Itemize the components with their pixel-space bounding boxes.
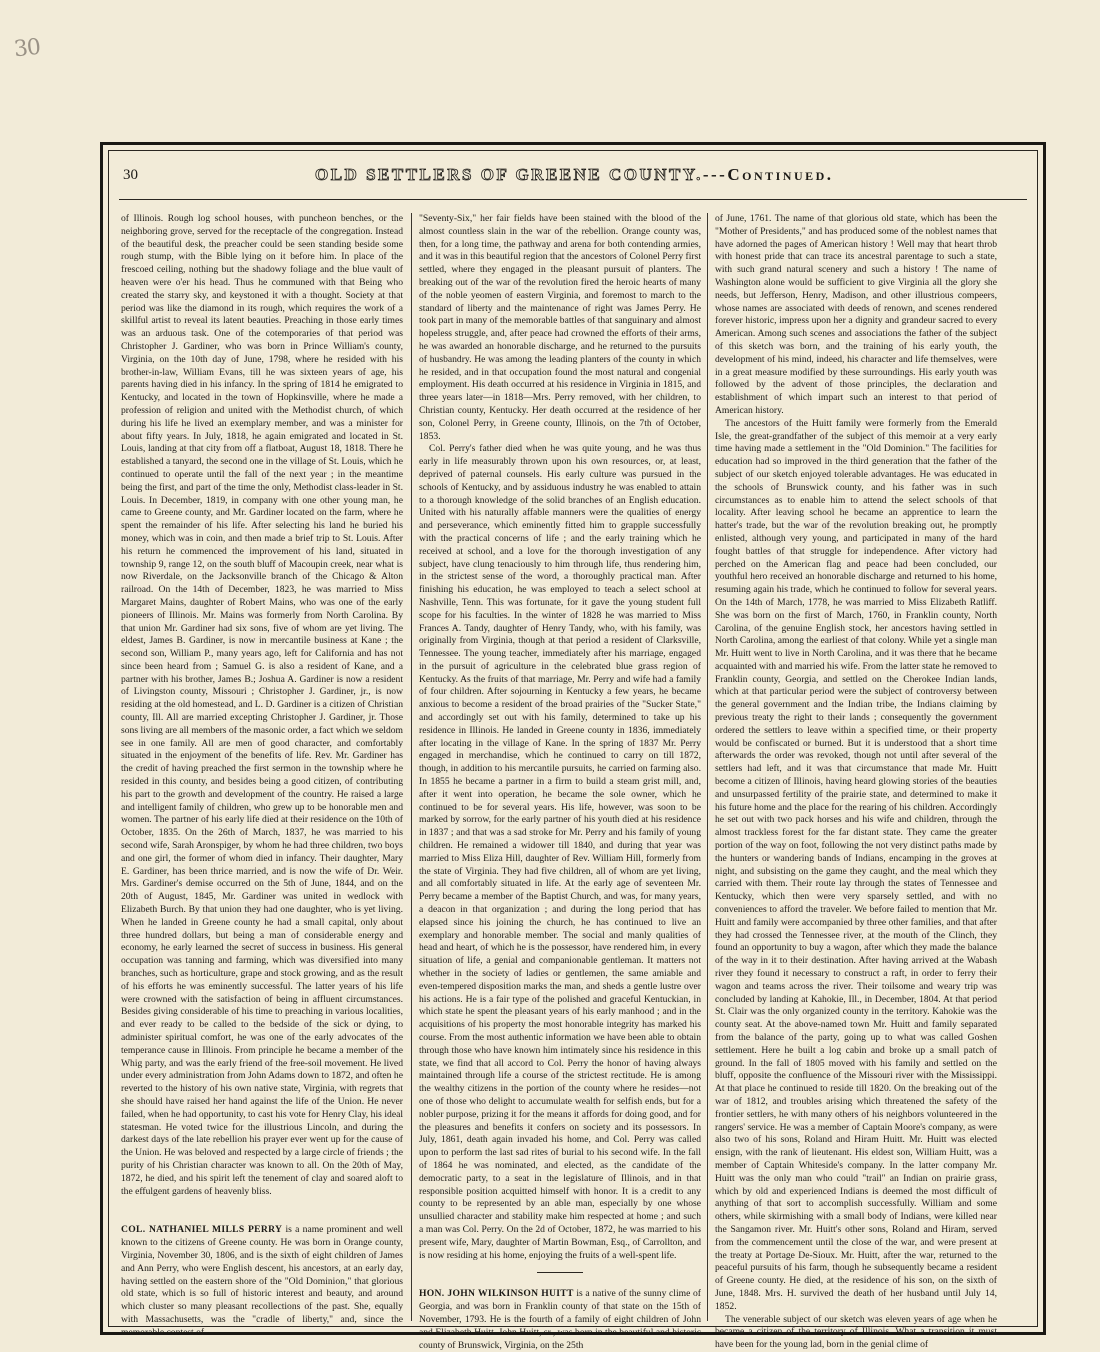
paragraph-gardiner: of Illinois. Rough log school houses, with puncheon benches, or the neighboring grove, served for the receptacle of the congregation. Instead of the beautiful desk, the preacher could be seen standing beside some rough stump, with the Bible lying on it before him. In place of the frescoed ceiling, nothing but the shadowy foliage and the blue vault of heaven were o'er his head. Thus he communed with that Being who created the starry sky, and keystoned it with a thought. Society at that period was like the diamond in its rough, which requires the work of a skillful artist to reveal its latent beauties. Preaching in those early times was an arduous task. One of the cotemporaries of that period was Christopher J. Gardiner, who was born in Prince William's county, Virginia, on the 10th day of June, 1798, where he resided with his brother-in-law, William Evans, till he was sixteen years of age, his parents having died in his infancy. In the spring of 1814 he emigrated to Kentucky, and located in the town of Hopkinsville, where he made a profession of religion and united with the Methodist church, of which during his life he lived an exemplary member, and was a minister for about fifty years. In July, 1818, he again emigrated and located in St. Louis, landing at that city from off a flatboat, August 18, 1818. There he established a tanyard, the second one in the village of St. Louis, which he continued to operate until the fall of the next year ; in the meantime being the first, and part of the time the only, Methodist class-leader in St. Louis. In December, 1819, in company with one other young man, he came to Greene county, and Mr. Gardiner located on the farm, where he spent the remainder of his life. After selecting his land he buried his money, which was in coin, and then made a brief trip to St. Louis. After his return he commenced the improvement of his land, situated in township 9, range 12, on the south bluff of Macoupin creek, near what is now Riverdale, on the Jacksonville branch of the Chicago & Alton railroad. On the 14th of December, 1823, he was married to Miss Margaret Mains, daughter of Robert Mains, who was one of the early pioneers of Illinois. Mr. Mains was formerly from North Carolina. By that union Mr. Gardiner had six sons, five of whom are yet living. The eldest, James B. Gardiner, is now in mercantile business at Kane ; the second son, William P., many years ago, left for California and has not since been heard from ; Samuel G. is also a resident of Kane, and a partner with his brother, James B.; Joshua A. Gardiner is now a resident of Livingston county, Missouri ; Christopher J. Gardiner, jr., is now residing at the old homestead, and L. D. Gardiner is a citizen of Christian county, Ill. All are married excepting Christopher J. Gardiner, jr. Those sons living are all members of the masonic order, a fact which we seldom see in one family. All are men of good character, and comfortably situated in the enjoyment of the benefits of life. Rev. Mr. Gardiner has the credit of having preached the first sermon in the township where he resided in this county, and besides being a good citizen, of contributing his part to the growth and development of the country. He raised a large and intelligent family of children, who grew up to be honorable men and women. The partner of his early life died at their residence on the 10th of October, 1835. On the 26th of March, 1837, he was married to his second wife, Sarah Aronspiger, by whom he had three children, two boys and one girl, the former of whom died in infancy. Their daughter, Mary E. Gardiner, has been thrice married, and is now the wife of Dr. Weir. Mrs. Gardiner's demise occurred on the 5th of June, 1844, and on the 20th of August, 1845, Mr. Gardiner was united in wedlock with Elizabeth Burch. By that union they had one daughter, who is yet living. When he landed in Greene county he had a small capital, only about three hundred dollars, but being a man of considerable energy and economy, he early learned the secret of success in business. His general occupation was tanning and farming, which was diversified into many branches, such as horticulture, grape and stock growing, and as the result of his efforts he was eminently successful. The latter years of his life were crowned with the satisfaction of being in affluent circumstances. Besides giving considerable of his time to preaching in various localities, and ever ready to be called to the bedside of the sick or dying, to administer spiritual comfort, he was one of the early advocates of the temperance cause in Illinois. From principle he became a member of the Whig party, and was the early friend of the free-soil movement. He lived under every administration from John Adams down to 1872, and often he reverted to the history of his own native state, Virginia, with regrets that she should have raised her hand against the life of the Union. He never failed, when he had opportunity, to cast his vote for Henry Clay, his ideal statesman. He voted twice for the illustrious Lincoln, and during the darkest days of the late rebellion his prayer ever went up for the cause of the Union. He was beloved and respected by a large circle of friends ; the purity of his Christian character was known to all. On the 20th of May, 1872, he died, and his spirit left the tenement of clay and soared aloft to the effulgent gardens of heavenly bliss. xyxy=(121,213,404,1197)
page-frame xyxy=(100,142,1046,1351)
page-number: 30 xyxy=(123,167,138,183)
header-rule xyxy=(119,199,1027,200)
column-divider xyxy=(411,213,412,1321)
margin-pencil-note: 30 xyxy=(12,34,42,63)
section-gap xyxy=(419,1262,701,1288)
section-heading-huitt: HON. JOHN WILKINSON HUITT xyxy=(419,1288,574,1300)
paragraph-huitt-ancestors: The ancestors of the Huitt family were formerly from the Emerald Isle, the great-grandfather of the subject of this memoir at a very early time having made a settlement in the "Old Dominion." The facilities for education had so improved in the third generation that the father of the subject of our sketch enjoyed tolerable advantages. He was educated in the schools of Brunswick county, and his father was in such circumstances as to enable him to attend the select schools of that locality. After leaving school he became an apprentice to learn the hatter's trade, but the war of the revolution breaking out, he promptly enlisted, although very young, and participated in many of the hard fought battles of that struggle for independence. After victory had perched on the American flag and peace had been concluded, our youthful hero received an honorable discharge and returned to his home, resuming again his trade, which he continued to follow for several years. On the 14th of March, 1778, he was married to Miss Elizabeth Ratliff. She was born on the first of March, 1760, in Franklin county, North Carolina, of the genuine English stock, her ancestors having settled in North Carolina, among the earliest of that colony. While yet a single man Mr. Huitt went to live in North Carolina, and it was there that he became acquainted with and married his wife. From the latter state he removed to Franklin county, Georgia, and settled on the Cherokee Indian lands, which at that particular period were the subject of controversy between the general government and the Indian tribe, the Indians claiming by previous treaty the right to their lands ; consequently the government ordered the settlers to leave within a specified time, or their property would be confiscated or burned. But it is understood that a short time afterwards the order was revoked, though not until after several of the settlers had left, and it was that circumstance that made Mr. Huitt become a citizen of Illinois, having heard glowing stories of the beauties and unsurpassed fertility of the prairie state, and determined to make it his future home and the place for the rearing of his children. Accordingly he set out with two pack horses and his wife and children, through the almost trackless forest for the far distant state. They came the greater portion of the way on foot, following the not very distinct paths made by the hunters or wandering bands of Indians, encamping in the groves at night, and subsisting on the game they caught, and the meal which they carried with them. Their route lay through the states of Tennessee and Kentucky, which then were very sparsely settled, and with no conveniences to afford the traveler. We before failed to mention that Mr. Huitt and family were accompanied by three other families, and that after they had crossed the Tennessee river, at the mouth of the Clinch, they found an opportunity to buy a wagon, after which they made the balance of the way in it to their destination. After having arrived at the Wabash river they found it necessary to construct a raft, in order to ferry their wagon and teams across the river. Their toilsome and weary trip was concluded by landing at Kahokie, Ill., in December, 1804. At that period St. Clair was the only organized county in the territory. Kahokie was the county seat. At the above-named town Mr. Huitt and family separated from the balance of the party, going up to what was called Goshen settlement. Here he built a log cabin and broke up a small patch of ground. In the fall of 1805 moved with his family and settled on the bluff, opposite the confluence of the Missouri river with the Mississippi. At that place he continued to reside till 1820. On the breaking out of the war of 1812, and troubles arising which threatened the safety of the frontier settlers, he with many others of his neighbors volunteered in the rangers' service. He was a member of Captain Moore's company, as were also two of his sons, Roland and Hiram Huitt. Mr. Huitt was elected ensign, with the rank of lieutenant. His eldest son, William Huitt, was a member of Captain Whiteside's company. In the latter company Mr. Huitt was the only man who could "trail" an Indian on prairie grass, which by old and experienced Indians is deemed the most difficult of anything of that sort to accomplish successfully. William and some others, while skirmishing with a small body of Indians, were killed near the Sangamon river. Mr. Huitt's other sons, Roland and Hiram, served from the commencement until the close of the war, and were present at the treaty at Portage De-Sioux. Mr. Huitt, after the war, returned to the peaceful pursuits of his farm, though he subsequently became a resident of Greene county. He died, at the residence of his son, on the sixth of June, 1848. Mrs. H. survived the death of her husband until July 14, 1852. xyxy=(715,417,997,1312)
text-column-3 xyxy=(715,213,997,1351)
paragraph-huitt-intro xyxy=(419,1288,701,1352)
text-column-1 xyxy=(121,213,404,1338)
paragraph-huitt-youth: The venerable subject of our sketch was eleven years of age when he became a citizen of the territory of Illinois. What a transition it must have been for the young lad, born in the genial clime of xyxy=(715,1313,997,1351)
page-frame-inner xyxy=(108,150,1038,1351)
page-title-main: OLD SETTLERS OF GREENE COUNTY. xyxy=(315,165,703,184)
section-heading-perry: COL. NATHANIEL MILLS PERRY xyxy=(121,1224,283,1236)
section-separator-dash xyxy=(537,1272,583,1273)
paragraph-virginia: of June, 1761. The name of that glorious old state, which has been the "Mother of Presidents," and has produced some of the noblest names that have adorned the pages of American history ! Well may that heart throb with honest pride that can trace its ancestral parentage to such a state, with such grand natural scenery and such a history ! The name of Washington alone would be sufficient to give Virginia all the glory she needs, but Jefferson, Henry, Madison, and other illustrious compeers, whose names are associated with deeds of renown, and scenes rendered forever historic, impress upon her a dignity and grandeur sacred to every American. Among such scenes and associations the father of the subject of this sketch was born, and the training of his early youth, the development of his mind, indeed, his character and life themselves, were in a great measure modified by these surroundings. His early youth was followed by the advent of those principles, the declaration and establishment of which impart such an interest to that period of American history. xyxy=(715,213,997,416)
paragraph-perry-life: Col. Perry's father died when he was quite young, and he was thus early in life measurably thrown upon his own resources, or, at least, deprived of paternal counsels. His early culture was pursued in the schools of Kentucky, and by assiduous industry he was enabled to attain to a thorough knowledge of the solid branches of an English education. United with his naturally affable manners were the qualities of energy and perseverance, which eminently fitted him to grapple successfully with the practical concerns of life ; and the early training which he received at school, and a love for the thorough investigation of any subject, have clung tenaciously to him through life, thus rendering him, in the strictest sense of the word, a thoroughly practical man. After finishing his education, he was employed to teach a select school at Nashville, Tenn. This was fortunate, for it gave the young student full scope for his faculties. In the winter of 1828 he was married to Miss Frances A. Tandy, daughter of Henry Tandy, who, with his family, was originally from Virginia, though at that period a resident of Clarksville, Tennessee. The young teacher, immediately after his marriage, engaged in the pursuit of agriculture in the celebrated blue grass region of Kentucky. As the fruits of that marriage, Mr. Perry and wife had a family of four children. After sojourning in Kentucky a few years, he became anxious to become a resident of the broad prairies of the "Sucker State," and accordingly set out with his family, determined to take up his residence in Illinois. He landed in Greene county in 1836, immediately after locating in the village of Kane. In the spring of 1837 Mr. Perry engaged in merchandise, which he continued to carry on till 1872, though, in addition to his mercantile pursuits, he carried on farming also. In 1855 he became a partner in a firm to build a steam grist mill, and, after it went into operation, he became the sole owner, which he continued to be for several years. His life, however, was soon to be marked by sorrow, for the early partner of his youth died at his residence in 1837 ; and that was a sad stroke for Mr. Perry and his family of young children. He remained a widower till 1840, and during that year was married to Miss Eliza Hill, daughter of Rev. William Hill, formerly from the state of Virginia. They had five children, all of whom are yet living, and all comfortably situated in life. At the early age of seventeen Mr. Perry became a member of the Baptist Church, and was, for many years, a deacon in that organization ; and during the long period that has elapsed since his joining the church, he has continued to live an exemplary and honorable member. The social and manly qualities of head and heart, of which he is the possessor, have rendered him, in every situation of life, a genial and companionable gentleman. It matters not whether in the society of ladies or gentlemen, the same amiable and even-tempered disposition marks the man, and sheds a gentle lustre over his actions. He is a fair type of the polished and graceful Kentuckian, in which state he spent the pleasant years of his early manhood ; and in the acquisitions of his property the most honorable integrity has marked his course. From the most authentic information we have been able to obtain through those who have known him intimately since his residence in this state, we find that all accord to Col. Perry the honor of having always maintained through life a course of the strictest rectitude. He is among the wealthy citizens in the portion of the county where he resides—not one of those who delight to accumulate wealth for selfish ends, but for a nobler purpose, prizing it for the means it affords for doing good, and for the pleasures and benefits it confers on society and its possessors. In July, 1861, death again invaded his home, and Col. Perry was called upon to perform the last sad rites of burial to his second wife. In the fall of 1864 he was nominated, and elected, as the candidate of the democratic party, to a seat in the legislature of Illinois, and in that responsible position acquitted himself with honor. It is a credit to any county to be represented by an able man, especially by one whose unsullied character and stability make him respected at home ; and such a man was Col. Perry. On the 2d of October, 1872, he was married to his present wife, Mary, daughter of Martin Bowman, Esq., of Carrollton, and is now residing at his home, enjoying the fruits of a well-spent life. xyxy=(419,443,701,1261)
paragraph-perry-ancestry: "Seventy-Six," her fair fields have been stained with the blood of the almost countless slain in the war of the rebellion. Orange county was, then, for a long time, the pathway and arena for both contending armies, and it was in this beautiful region that the ancestors of Colonel Perry first settled, where they engaged in the pleasant pursuit of planters. The breaking out of the war of the revolution fired the heroic hearts of many of the noble yeomen of eastern Virginia, and foremost to march to the standard of liberty and the maintenance of right was James Perry. He took part in many of the memorable battles of that sanguinary and almost hopeless struggle, and, after peace had crowned the efforts of their arms, he was awarded an honorable discharge, and he returned to the pursuits of husbandry. He was among the leading planters of the county in which he resided, and in that occupation found the most natural and congenial employment. His death occurred at his residence in Virginia in 1815, and three years later—in 1818—Mrs. Perry removed, with her children, to Christian county, Kentucky. Her death occurred at the residence of her son, Colonel Perry, in Greene county, Illinois, on the 7th of October, 1853. xyxy=(419,213,701,442)
page-title xyxy=(315,165,834,185)
page-title-suffix: ---Continued. xyxy=(702,165,834,184)
paragraph-perry-intro-text: is a name prominent and well known to the citizens of Greene county. He was born in Orange county, Virginia, November 30, 1806, and is the sixth of eight children of James and Ann Perry, who were English descent, his ancestors, at an early day, having settled on the eastern shore of the "Old Dominion," that glorious old state, which is so full of historic interest and beauty, and around which cluster so many pleasant recollections of the past. She, equally with Massachusetts, was the "cradle of liberty," and, since the memorable contest of xyxy=(121,1224,403,1338)
text-column-2 xyxy=(419,213,701,1351)
column-divider xyxy=(707,213,708,1321)
paragraph-huitt-intro-text: is a native of the sunny clime of Georgia, and was born in Franklin county of that state on the 15th of November, 1793. He is the fourth of a family of eight children of John and Elizabeth Huitt. John Huitt, sr., was born in the beautiful and historic county of Brunswick, Virginia, on the 25th xyxy=(419,1288,701,1351)
section-gap xyxy=(121,1198,403,1224)
paragraph-perry-intro xyxy=(121,1224,403,1339)
